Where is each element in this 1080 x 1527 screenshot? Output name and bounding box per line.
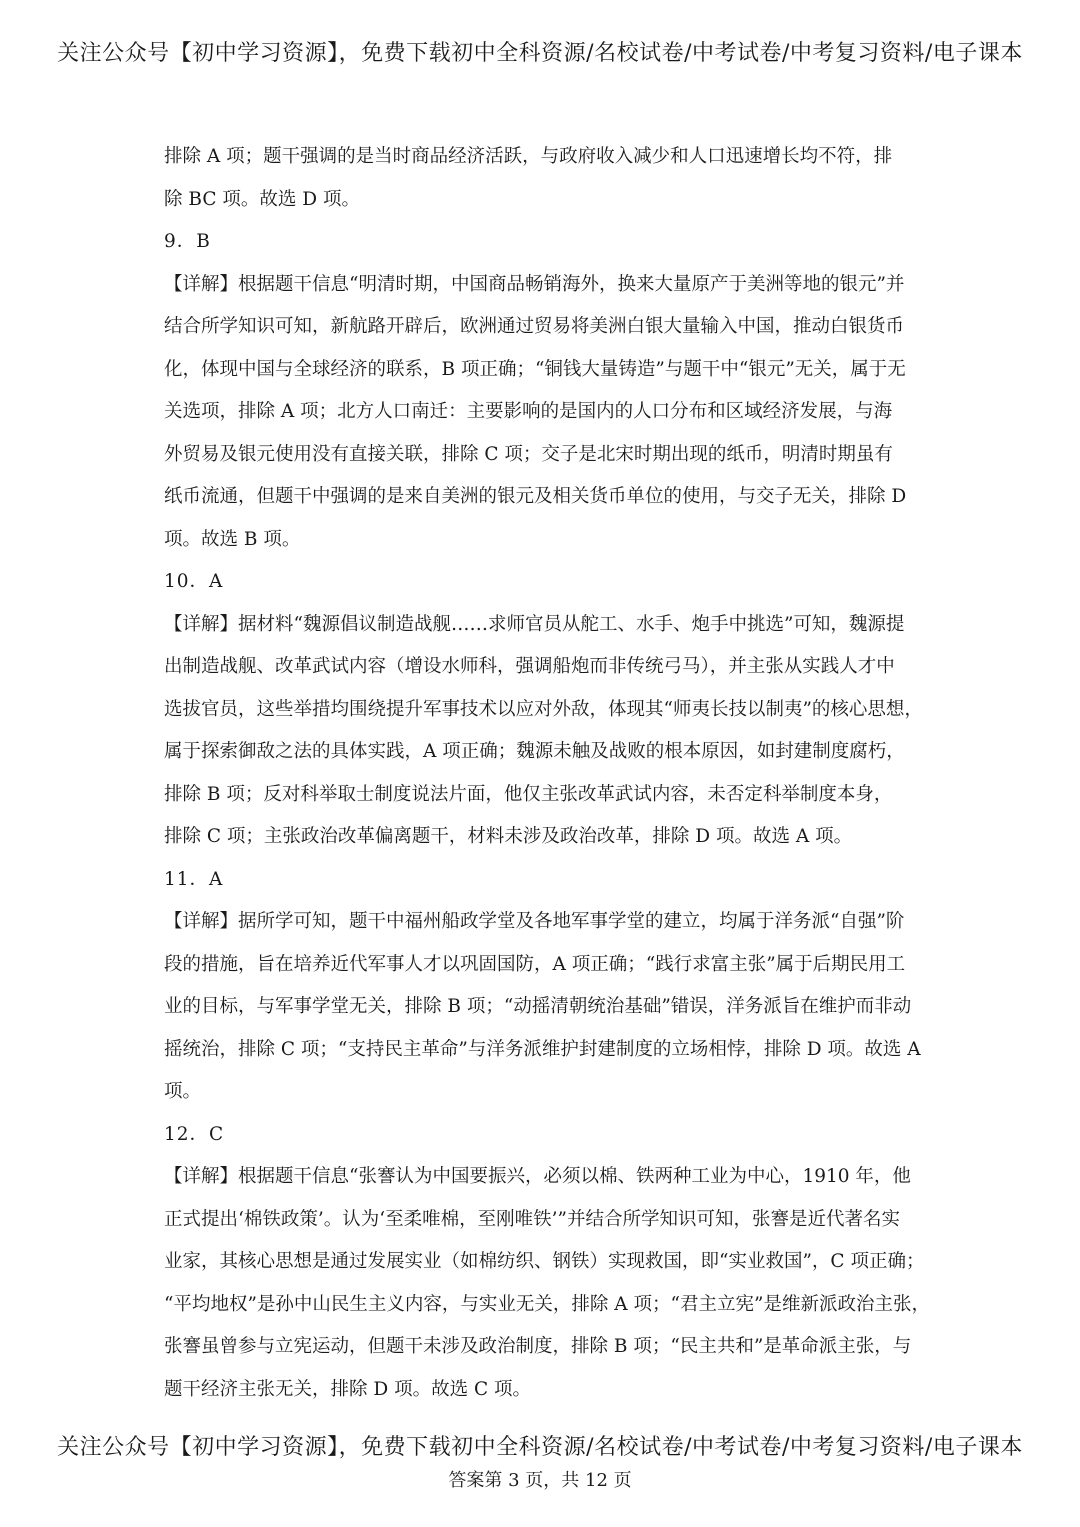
question-number-12: 12．C <box>164 1123 225 1145</box>
q9-explanation-line: 项。故选 B 项。 <box>164 528 301 550</box>
q11-explanation-line: 【详解】据所学可知，题干中福州船政学堂及各地军事学堂的建立，均属于洋务派“自强”阶 <box>164 911 905 932</box>
q11-explanation-line: 摇统治，排除 C 项；“支持民主革命”与洋务派维护封建制度的立场相悖，排除 D 项。故选 A <box>164 1038 921 1060</box>
q9-explanation-line: 外贸易及银元使用没有直接关联，排除 C 项；交子是北宋时期出现的纸币，明清时期虽有 <box>164 443 893 465</box>
q12-explanation-line: 业家，其核心思想是通过发展实业（如棉纺织、钢铁）实现救国，即“实业救国”，C 项正确； <box>164 1251 925 1272</box>
q12-explanation-line: 正式提出‘棉铁政策’。认为‘至柔唯棉，至刚唯铁’”并结合所学知识可知，张謇是近代著名实 <box>164 1208 900 1230</box>
header-banner: 关注公众号【初中学习资源】，免费下载初中全科资源/名校试卷/中考试卷/中考复习资料/电子课本 <box>57 41 1023 66</box>
q10-explanation-line: 排除 C 项；主张政治改革偏离题干，材料未涉及政治改革，排除 D 项。故选 A 项。 <box>164 826 853 847</box>
q9-explanation-line: 纸币流通，但题干中强调的是来自美洲的银元及相关货币单位的使用，与交子无关，排除 D <box>164 486 907 507</box>
prev-answer-line: 排除 A 项；题干强调的是当时商品经济活跃，与政府收入减少和人口迅速增长均不符，排 <box>164 146 893 167</box>
footer-banner: 关注公众号【初中学习资源】，免费下载初中全科资源/名校试卷/中考试卷/中考复习资料/电子课本 <box>57 1435 1023 1460</box>
q11-explanation-line: 业的目标，与军事学堂无关，排除 B 项；“动摇清朝统治基础”错误，洋务派旨在维护而非动 <box>164 996 912 1017</box>
q10-explanation-line: 选拔官员，这些举措均围绕提升军事技术以应对外敌，体现其“师夷长技以制夷”的核心思想， <box>164 698 923 720</box>
q10-explanation-line: 属于探索御敌之法的具体实践，A 项正确；魏源未触及战败的根本原因，如封建制度腐朽， <box>164 741 905 762</box>
q11-explanation-line: 段的措施，旨在培养近代军事人才以巩固国防，A 项正确；“践行求富主张”属于后期民用工 <box>164 953 906 975</box>
q12-explanation-line: 张謇虽曾参与立宪运动，但题干未涉及政治制度，排除 B 项；“民主共和”是革命派主张，与 <box>164 1336 912 1357</box>
q11-explanation-line: 项。 <box>164 1081 202 1102</box>
q10-explanation-line: 排除 B 项；反对科举取士制度说法片面，他仅主张改革武试内容，未否定科举制度本身， <box>164 783 893 805</box>
q12-explanation-line: 【详解】根据题干信息“张謇认为中国要振兴，必须以棉、铁两种工业为中心，1910 年，他 <box>164 1166 911 1187</box>
question-number-9: 9．B <box>164 231 211 252</box>
q9-explanation-line: 结合所学知识可知，新航路开辟后，欧洲通过贸易将美洲白银大量输入中国，推动白银货币 <box>164 316 905 337</box>
q9-explanation-line: 化，体现中国与全球经济的联系，B 项正确；“铜钱大量铸造”与题干中“银元”无关，属于无 <box>164 358 906 380</box>
q12-explanation-line: “平均地权”是孙中山民生主义内容，与实业无关，排除 A 项；“君主立宪”是维新派政治主张， <box>164 1293 930 1315</box>
q12-explanation-line: 题干经济主张无关，排除 D 项。故选 C 项。 <box>164 1378 532 1400</box>
q10-explanation-line: 【详解】据材料“魏源倡议制造战舰……求师官员从舵工、水手、炮手中挑选”可知，魏源提 <box>164 613 905 635</box>
question-number-10: 10．A <box>164 571 224 592</box>
answer-content <box>164 136 930 1411</box>
page-number: 答案第 3 页，共 12 页 <box>448 1470 632 1491</box>
q9-explanation-line: 【详解】根据题干信息“明清时期，中国商品畅销海外，换来大量原产于美洲等地的银元”并 <box>164 273 905 295</box>
question-number-11: 11．A <box>164 868 224 890</box>
prev-answer-line: 除 BC 项。故选 D 项。 <box>164 188 360 210</box>
q10-explanation-line: 出制造战舰、改革武试内容（增设水师科，强调船炮而非传统弓马），并主张从实践人才中 <box>164 656 895 677</box>
q9-explanation-line: 关选项，排除 A 项；北方人口南迁：主要影响的是国内的人口分布和区域经济发展，与海 <box>164 401 893 422</box>
